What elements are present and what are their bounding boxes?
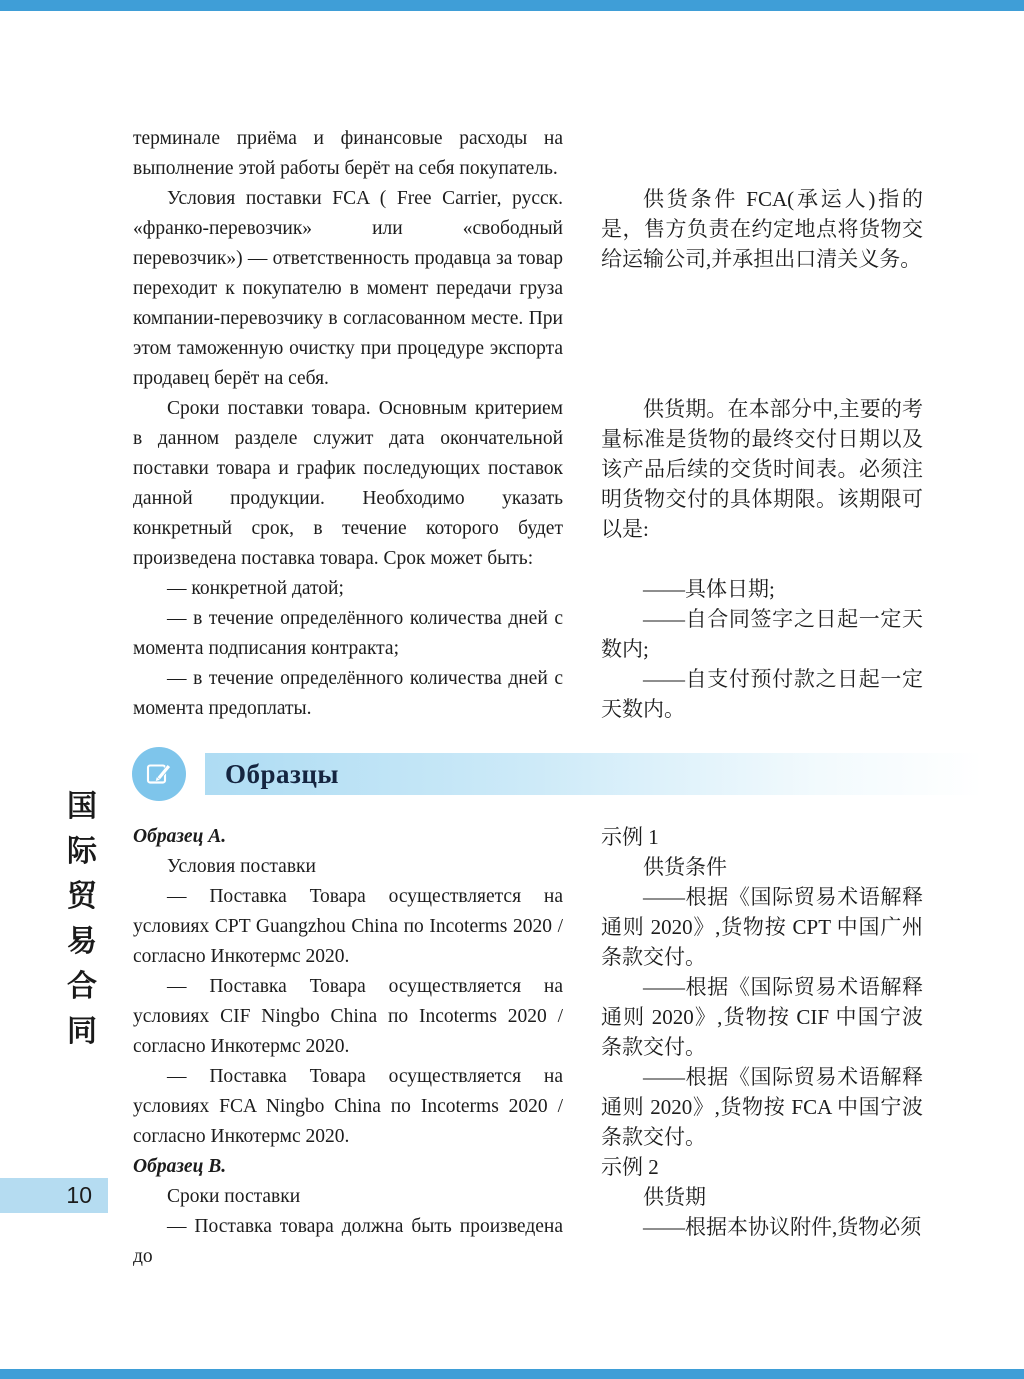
list-item: — конкретной датой; [167,578,344,599]
book-title-vertical [62,792,102,1047]
top-accent-bar [0,0,1024,11]
list-item: — Поставка Товара осуществляется на условиях CPT Guangzhou China по Incoterms 2020 / согласно Инкотермс 2020. [133,886,563,967]
russian-column-samples [133,822,563,1272]
page-number: 10 [0,1178,108,1213]
title-char: 合 [67,970,97,1003]
list-item: ——根据《国际贸易术语解释通则 2020》,货物按 CPT 中国广州条款交付。 [601,885,923,969]
paragraph: Сроки поставки [167,1186,301,1207]
paragraph: 供货条件 FCA(承运人)指的是，售方负责在约定地点将货物交给运输公司,并承担出口清关义务。 [601,187,923,271]
list-item: ——自支付预付款之日起一定天数内。 [601,667,923,721]
paragraph: 供货条件 [643,855,727,879]
russian-column-top [133,124,563,724]
title-char: 贸 [67,880,97,913]
list-item: — Поставка Товара осуществляется на условиях CIF Ningbo China по Incoterms 2020 / согласно Инкотермс 2020. [133,976,563,1057]
paragraph: терминале приёма и финансовые расходы на выполнение этой работы берёт на себя покупатель. [133,128,563,179]
title-char: 国 [67,790,97,823]
sample-a-heading: Образец A. [133,826,227,847]
list-item: ——根据《国际贸易术语解释通则 2020》,货物按 FCA 中国宁波条款交付。 [601,1065,923,1149]
section-title: Образцы [225,758,340,789]
paragraph: Условия поставки [167,856,316,877]
list-item: — в течение определённого количества дней с момента предоплаты. [133,668,563,719]
title-char: 际 [67,835,97,868]
title-char: 同 [67,1015,97,1048]
list-item: ——自合同签字之日起一定天数内; [601,607,923,661]
bottom-accent-bar [0,1369,1024,1379]
example-1-heading: 示例 1 [601,825,659,849]
section-header [205,753,1024,795]
chinese-column-samples [601,822,923,1242]
paragraph: 供货期 [643,1185,706,1209]
title-char: 易 [67,925,97,958]
list-item: — Поставка Товара осуществляется на условиях FCA Ningbo China по Incoterms 2020 / согласно Инкотермс 2020. [133,1066,563,1147]
paragraph: — Поставка товара должна быть произведена до [133,1216,563,1267]
chinese-column-top [601,124,923,724]
example-2-heading: 示例 2 [601,1155,659,1179]
section-icon-badge [132,747,186,801]
sample-b-heading: Образец B. [133,1156,227,1177]
paragraph: ——根据本协议附件,货物必须 [643,1215,922,1239]
list-item: — в течение определённого количества дней с момента подписания контракта; [133,608,563,659]
paragraph: Условия поставки FCA ( Free Carrier, русск. «франко-перевозчик» или «свободный перевозчик») — ответственность продавца за товар переходит к покупателю в момент передачи груза компании-перевозчику в согласованном месте. При этом таможенную очистку при процедуре экспорта продавец берёт на себя. [133,188,563,389]
paragraph: Сроки поставки товара. Основным критерием в данном разделе служит дата окончательной поставки товара и график последующих поставок данной продукции. Необходимо указать конкретный срок, в течение которого будет произведена поставка товара. Срок может быть: [133,398,563,569]
list-item: ——根据《国际贸易术语解释通则 2020》,货物按 CIF 中国宁波条款交付。 [601,975,923,1059]
pencil-edit-icon [144,759,174,789]
paragraph: 供货期。在本部分中,主要的考量标准是货物的最终交付日期以及该产品后续的交货时间表。必须注明货物交付的具体期限。该期限可以是: [601,397,923,541]
list-item: ——具体日期; [643,577,775,601]
